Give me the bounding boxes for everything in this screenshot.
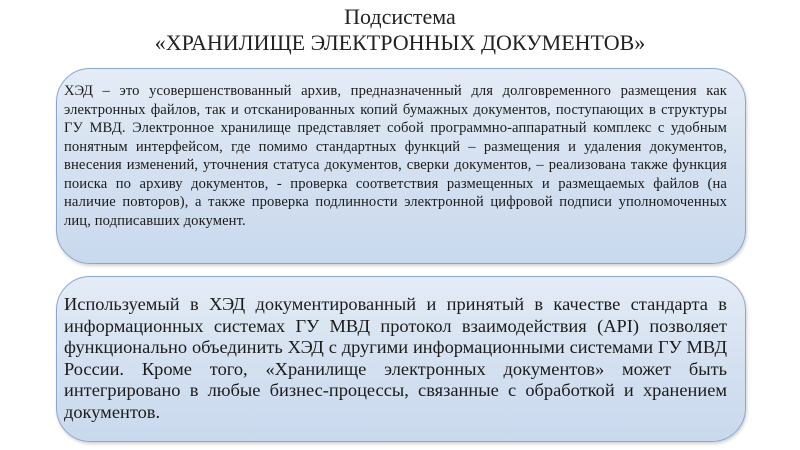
title-line-1: Подсистема xyxy=(344,4,456,29)
title-line-2: «ХРАНИЛИЩЕ ЭЛЕКТРОННЫХ ДОКУМЕНТОВ» xyxy=(154,30,646,55)
description-text: ХЭД – это усовершенствованный архив, предназначенный для долговременного размещения как электронных файлов, так и отсканированных копий бумажных документов, поступающих в структуры ГУ МВД. Электронное хранилище представляет собой программно-аппаратный комплекс с удобным понятным интерфейсом, где помимо стандартных функций – размещения и удаления документов, внесения изменений, уточнения статуса документов, сверки документов, – реализована также функция поиска по архиву документов, - проверка соответствия размещенных и размещаемых файлов (на наличие повторов), а также проверка подлинности электронной цифровой подписи уполномоченных лиц, подписавших документ. xyxy=(64,83,727,229)
slide-title xyxy=(0,4,800,56)
api-integration-text: Используемый в ХЭД документированный и принятый в качестве стандарта в информационных системах ГУ МВД протокол взаимодействия (API) позволяет функционально объединить ХЭД с другими информационными системами ГУ МВД России. Кроме того, «Хранилище электронных документов» может быть интегрировано в любые бизнес-процессы, связанные с обработкой и хранением документов. xyxy=(64,294,727,422)
description-block xyxy=(56,68,746,264)
api-integration-block xyxy=(56,276,746,442)
